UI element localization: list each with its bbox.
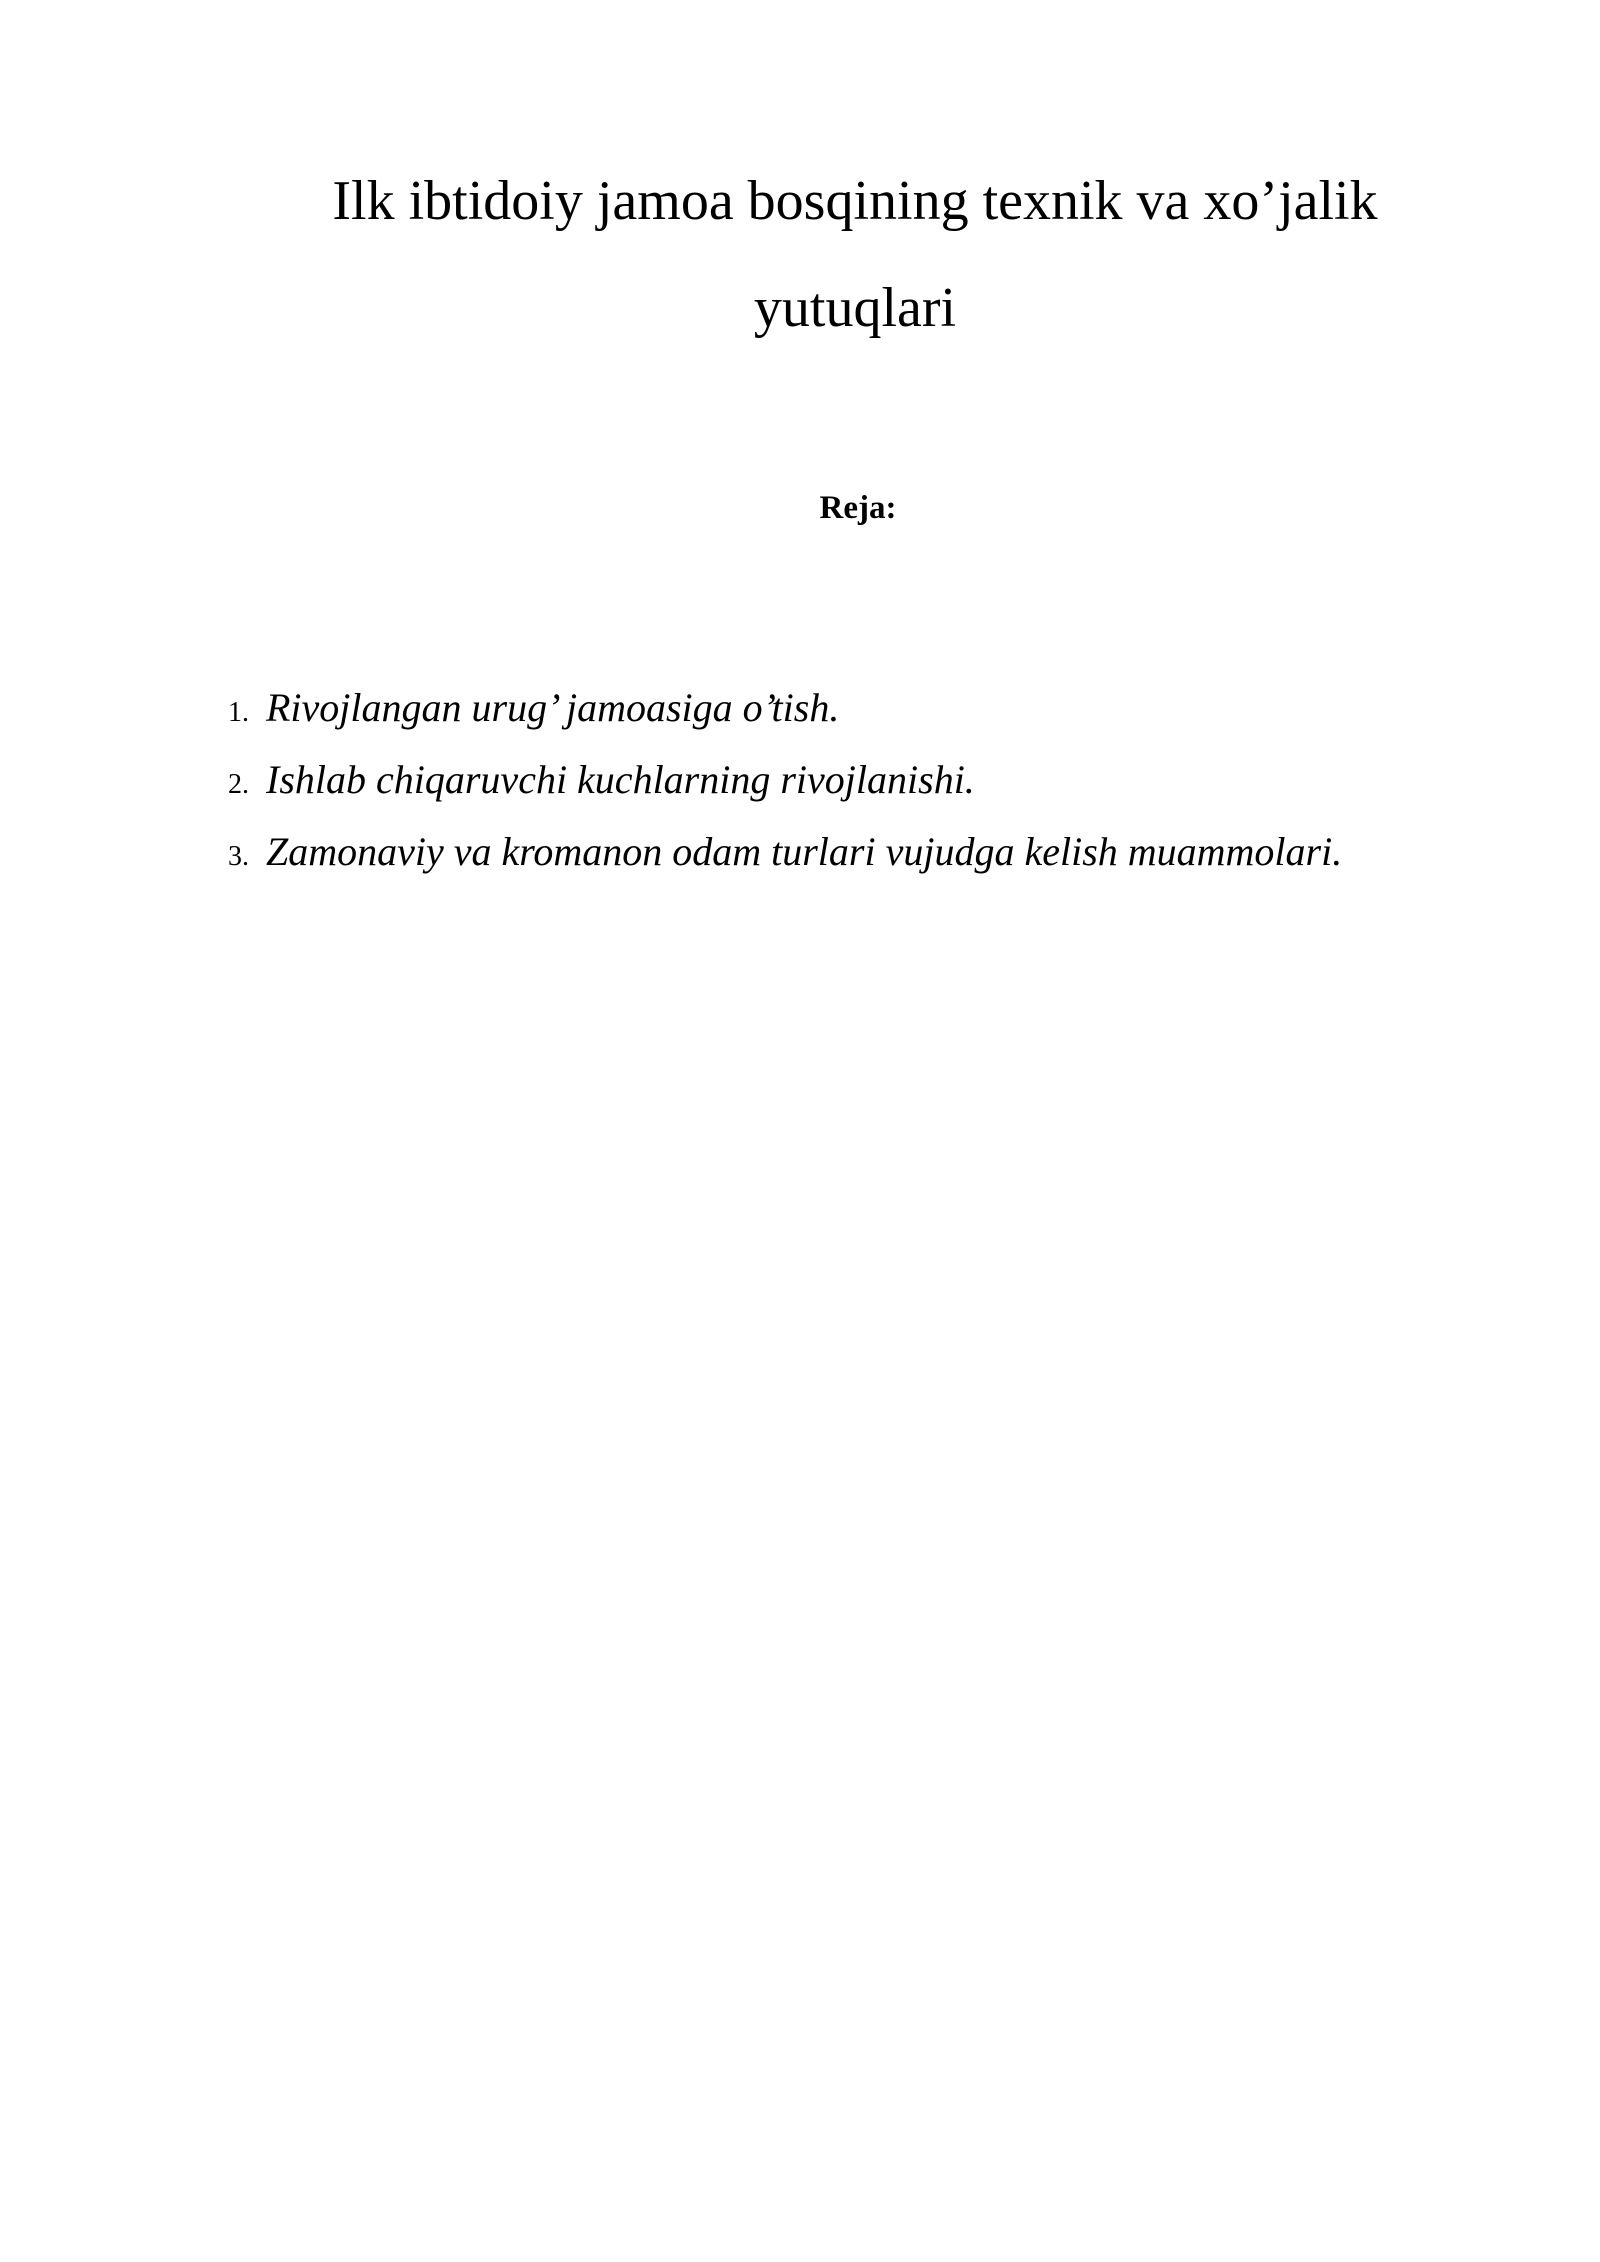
plan-item-2 bbox=[228, 755, 1488, 827]
plan-list bbox=[228, 683, 1488, 899]
plan-item-3 bbox=[228, 827, 1488, 899]
plan-heading: Reja: bbox=[819, 490, 897, 526]
plan-item-number: 3. bbox=[228, 841, 249, 872]
plan-item-number: 1. bbox=[228, 697, 249, 728]
plan-item-1 bbox=[228, 683, 1488, 755]
plan-item-text: Zamonaviy va kromanon odam turlari vujudga kelish muammolari. bbox=[266, 829, 1343, 874]
plan-item-number: 2. bbox=[228, 769, 249, 800]
title-line-2: yutuqlari bbox=[753, 277, 957, 339]
plan-item-text: Rivojlangan urug’ jamoasiga o’tish. bbox=[266, 685, 840, 730]
plan-item-text: Ishlab chiqaruvchi kuchlarning rivojlanishi. bbox=[266, 757, 975, 802]
page-title bbox=[290, 148, 1420, 362]
title-line-1: Ilk ibtidoiy jamoa bosqining texnik va xo’jalik bbox=[332, 170, 1378, 232]
